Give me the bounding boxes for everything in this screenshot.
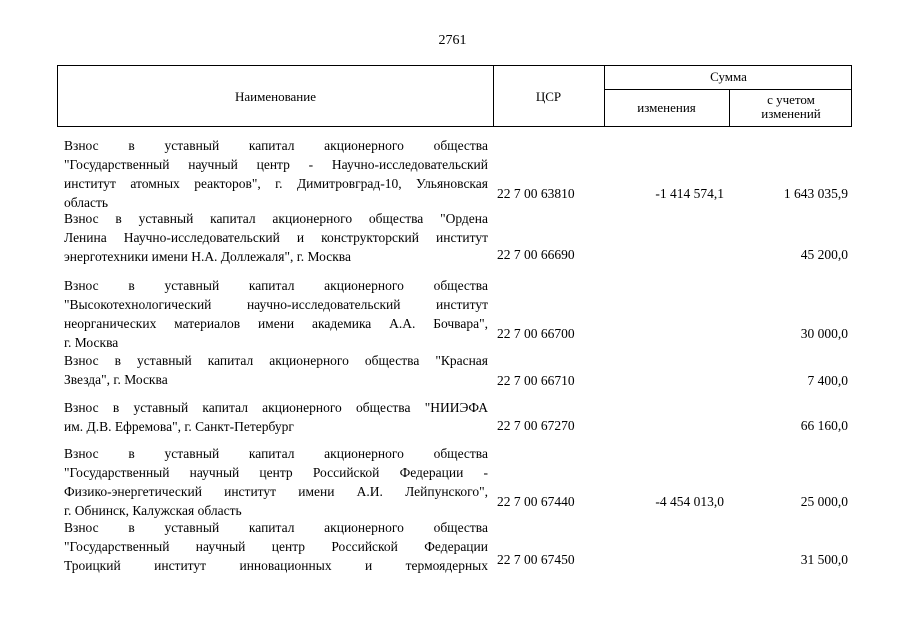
row-total: 25 000,0 [800, 494, 848, 509]
row-total: 7 400,0 [807, 373, 848, 388]
row-csr: 22 7 00 67440 [497, 494, 575, 509]
row-csr: 22 7 00 66700 [497, 326, 575, 341]
row-description [64, 276, 488, 352]
row-description [64, 351, 488, 389]
row-total: 1 643 035,9 [783, 186, 848, 201]
desc-line: Взнос в уставный капитал акционерного общества [64, 138, 488, 153]
desc-line: область [64, 195, 109, 210]
header-total-line1: с учетом [767, 92, 815, 107]
desc-line: Звезда", г. Москва [64, 372, 168, 387]
desc-line: "Государственный научный центр - Научно-исследовательский [64, 157, 488, 172]
row-description [64, 518, 488, 575]
header-sum: Сумма [710, 69, 747, 84]
row-total: 66 160,0 [800, 418, 848, 433]
row-total: 45 200,0 [800, 247, 848, 262]
desc-line: Взнос в уставный капитал акционерного общества [64, 278, 488, 293]
row-description [64, 444, 488, 520]
desc-line: институт атомных реакторов", г. Димитровград-10, Ульяновская [64, 176, 488, 191]
desc-line: Взнос в уставный капитал акционерного общества [64, 446, 488, 461]
desc-line: Взнос в уставный капитал акционерного общества "Ордена [64, 211, 488, 226]
row-csr: 22 7 00 66710 [497, 373, 575, 388]
header-total [729, 93, 853, 121]
desc-line: г. Москва [64, 335, 119, 350]
desc-line: неорганических материалов имени академика А.А. Бочвара", [64, 316, 488, 331]
row-description [64, 136, 488, 212]
desc-line: "Государственный научный центр Российской Федерации [64, 539, 488, 554]
row-csr: 22 7 00 63810 [497, 186, 575, 201]
header-csr: ЦСР [535, 89, 562, 104]
row-changes: -1 414 574,1 [655, 186, 724, 201]
row-csr: 22 7 00 66690 [497, 247, 575, 262]
desc-line: г. Обнинск, Калужская область [64, 503, 242, 518]
header-name: Наименование [235, 89, 316, 104]
desc-line: энерготехники имени Н.А. Доллежаля", г. Москва [64, 249, 351, 264]
page-number: 2761 [438, 33, 467, 48]
desc-line: Взнос в уставный капитал акционерного общества "Красная [64, 353, 488, 368]
row-description [64, 398, 488, 436]
desc-line: Взнос в уставный капитал акционерного общества "НИИЭФА [64, 400, 488, 415]
row-csr: 22 7 00 67450 [497, 552, 575, 567]
row-total: 30 000,0 [800, 326, 848, 341]
desc-line: Ленина Научно-исследовательский и конструкторский институт [64, 230, 488, 245]
row-changes: -4 454 013,0 [655, 494, 724, 509]
row-description [64, 209, 488, 266]
desc-line: Физико-энергетический институт имени А.И. Лейпунского", [64, 484, 488, 499]
desc-line: Взнос в уставный капитал акционерного общества [64, 520, 488, 535]
desc-line: Троицкий институт инновационных и термоядерных [64, 558, 488, 573]
table-header [57, 65, 852, 127]
header-changes: изменения [637, 100, 696, 115]
desc-line: им. Д.В. Ефремова", г. Санкт-Петербург [64, 419, 294, 434]
header-total-line2: изменений [761, 106, 821, 121]
desc-line: "Государственный научный центр Российской Федерации - [64, 465, 488, 480]
row-csr: 22 7 00 67270 [497, 418, 575, 433]
desc-line: "Высокотехнологический научно-исследовательский институт [64, 297, 488, 312]
row-total: 31 500,0 [800, 552, 848, 567]
